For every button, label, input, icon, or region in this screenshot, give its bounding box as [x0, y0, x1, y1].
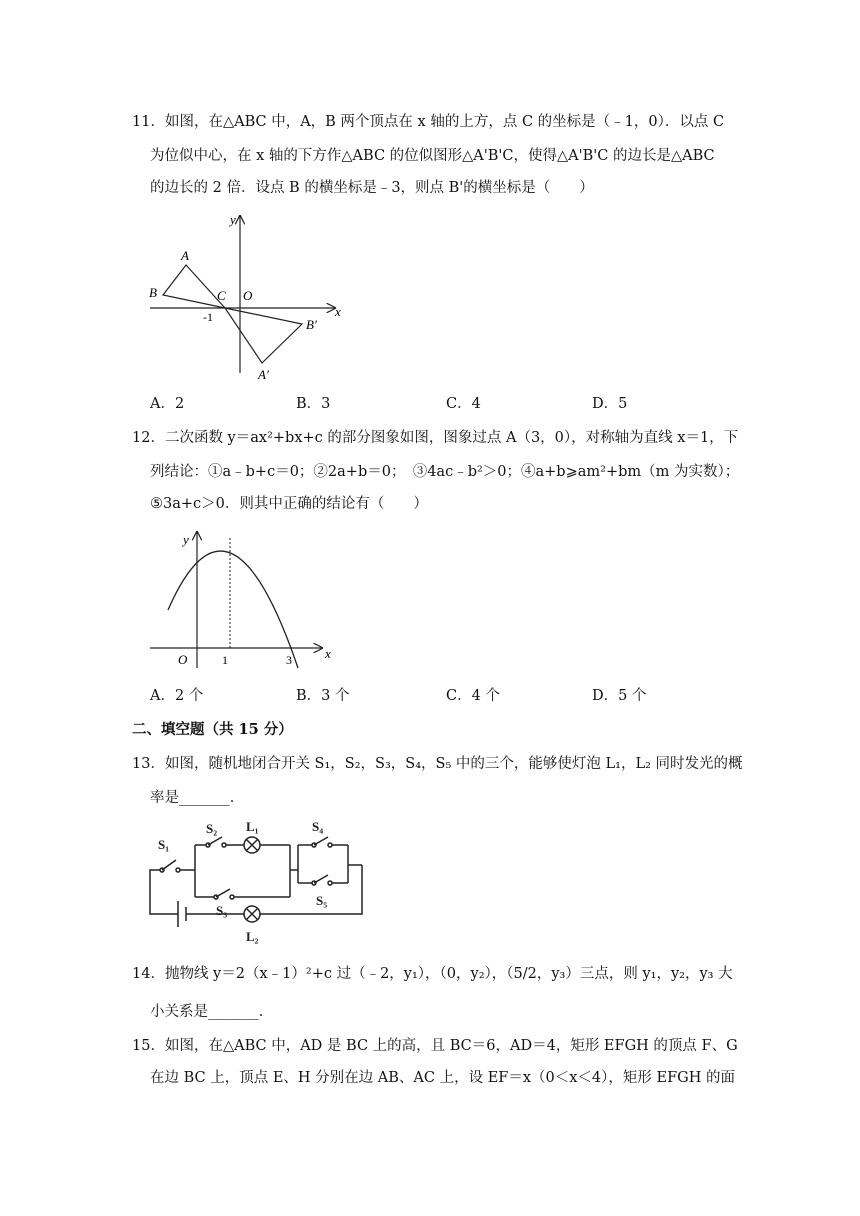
- point-bprime-label: B′: [306, 317, 317, 332]
- triangle-abc: [163, 265, 225, 308]
- s1-label: S₁: [158, 837, 170, 852]
- s1-contact-right: [176, 868, 180, 872]
- section-2-title: 二、填空题（共 15 分）: [132, 721, 293, 738]
- s2-blade: [208, 837, 222, 845]
- parabola-curve: [168, 551, 298, 668]
- q11-option-a: A．2: [150, 396, 185, 412]
- point-aprime-label: A′: [258, 367, 269, 382]
- q11-figure: [145, 208, 355, 384]
- x-axis-label: x: [335, 304, 341, 319]
- q12-figure: [150, 528, 340, 670]
- q11-line-1: 11．如图，在△ABC 中，A，B 两个顶点在 x 轴的上方，点 C 的坐标是（﹣1，0）．以点 C: [132, 114, 725, 130]
- q12-option-b: B．3 个: [296, 688, 350, 704]
- q12-option-d: D．5 个: [592, 688, 647, 704]
- s5-contact-right: [328, 881, 332, 885]
- x-axis-label: x: [325, 646, 331, 661]
- q14-line-1: 14．抛物线 y＝2（x﹣1）²+c 过（﹣2，y₁），（0，y₂），（5/2，y₃）三点，则 y₁，y₂，y₃ 大: [132, 966, 733, 982]
- tick-3-label: 3: [286, 653, 292, 667]
- s4-label: S₄: [312, 819, 324, 834]
- s2-label: S₂: [206, 821, 218, 836]
- tick-1-label: 1: [222, 653, 228, 667]
- q12-line-3: ⑤3a+c＞0．则其中正确的结论有（ ）: [150, 496, 428, 512]
- point-c-label: C: [217, 288, 226, 303]
- q11-option-d: D．5: [592, 396, 628, 412]
- s4-contact-right: [328, 843, 332, 847]
- s1-blade: [162, 860, 176, 870]
- s4-blade: [314, 837, 328, 845]
- q11-option-b: B．3: [296, 396, 331, 412]
- s5-label: S₅: [316, 893, 328, 908]
- y-axis-label: y: [183, 532, 189, 547]
- wire: [150, 912, 178, 914]
- tick-minus-1-label: -1: [203, 310, 213, 324]
- left-wire: [150, 870, 160, 912]
- origin-label: O: [178, 652, 188, 667]
- right-wire: [260, 865, 362, 914]
- s3-contact-right: [230, 895, 234, 899]
- q13-line-1: 13．如图，随机地闭合开关 S₁，S₂，S₃，S₄，S₅ 中的三个，能够使灯泡 L₁，L₂ 同时发光的概: [132, 756, 743, 772]
- q13-circuit-figure: [140, 815, 370, 948]
- y-axis-label: y: [230, 212, 236, 227]
- point-a-label: A: [181, 248, 189, 263]
- l2-label: L₂: [246, 929, 259, 944]
- q13-line-2: 率是_______．: [150, 790, 245, 806]
- q14-line-2: 小关系是_______．: [150, 1004, 274, 1020]
- q11-line-3: 的边长的 2 倍．设点 B 的横坐标是﹣3，则点 B'的横坐标是（ ）: [150, 180, 594, 196]
- point-b-label: B: [149, 285, 157, 300]
- triangle-apbpc: [225, 308, 302, 363]
- s5-blade: [314, 875, 328, 883]
- origin-label: O: [243, 288, 253, 303]
- l1-label: L₁: [246, 819, 259, 834]
- q12-option-c: C．4 个: [446, 688, 500, 704]
- q12-line-2: 列结论：①a﹣b+c＝0；②2a+b＝0； ③4ac﹣b²＞0；④a+b⩾am²+bm（m 为实数）；: [150, 464, 740, 480]
- q11-line-2: 为位似中心，在 x 轴的下方作△ABC 的位似图形△A'B'C，使得△A'B'C 的边长是△ABC: [150, 148, 715, 164]
- q15-line-2: 在边 BC 上，顶点 E、H 分别在边 AB、AC 上，设 EF＝x（0＜x＜4），矩形 EFGH 的面: [150, 1070, 735, 1086]
- q12-line-1: 12．二次函数 y＝ax²+bx+c 的部分图象如图，图象过点 A（3，0），对称轴为直线 x＝1，下: [132, 430, 739, 446]
- s2-contact-right: [222, 843, 226, 847]
- q15-line-1: 15．如图，在△ABC 中，AD 是 BC 上的高，且 BC＝6，AD＝4，矩形 EFGH 的顶点 F、G: [132, 1038, 738, 1054]
- s3-blade: [216, 889, 230, 897]
- q12-option-a: A．2 个: [150, 688, 204, 704]
- q11-option-c: C．4: [446, 396, 481, 412]
- s3-label: S₃: [216, 903, 228, 918]
